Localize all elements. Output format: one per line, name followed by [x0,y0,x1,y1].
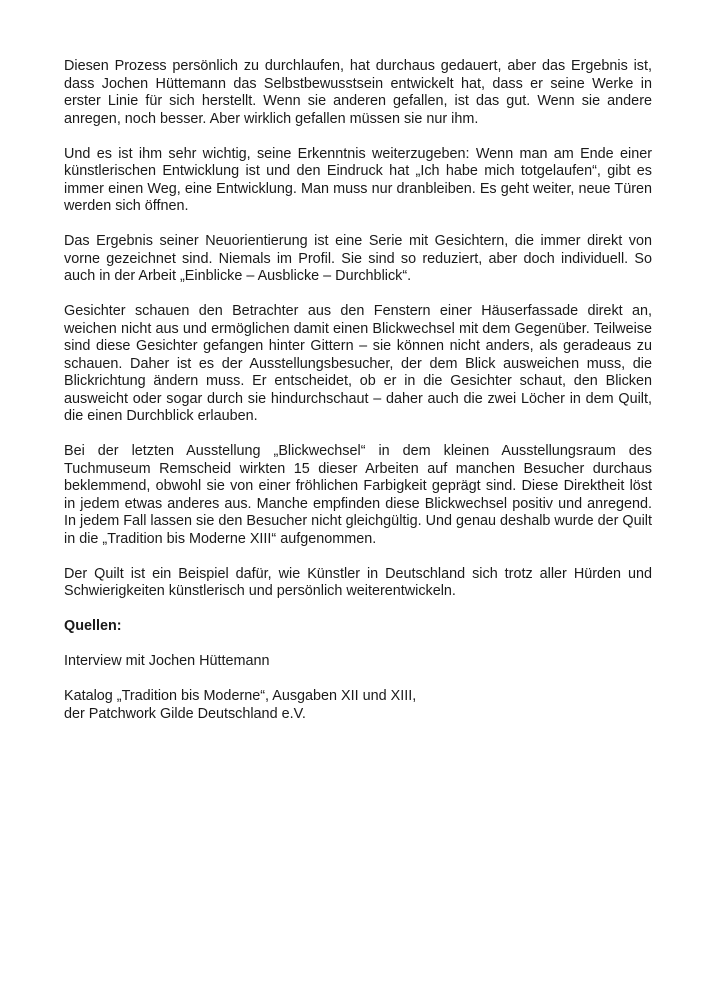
document-body [64,58,652,741]
paragraph: Gesichter schauen den Betrachter aus den Fenstern einer Häuserfassade direkt an, weichen nicht aus und ermöglichen damit einen Blickwechsel mit dem Gegenüber. Teilweise sind diese Gesichter gefangen hinter Gittern – sie können nicht anders, als geradeaus zu schauen. Daher ist es der Ausstellungsbesucher, der dem Blick ausweichen muss, die Blickrichtung ändern muss. Er entscheidet, ob er in die Gesichter schaut, den Blicken ausweicht oder sogar durch sie hindurchschaut – daher auch die zwei Löcher in dem Quilt, die einen Durchblick erlauben. [64,303,652,424]
source-line: Interview mit Jochen Hüttemann [64,653,270,669]
sources-heading: Quellen: [64,618,122,634]
source-entry [64,653,652,671]
source-line: Katalog „Tradition bis Moderne“, Ausgaben XII und XIII, [64,688,417,704]
paragraph: Und es ist ihm sehr wichtig, seine Erkenntnis weiterzugeben: Wenn man am Ende einer künstlerischen Entwicklung ist und den Eindruck hat „Ich habe mich totgelaufen“, gibt es immer einen Weg, eine Entwicklung. Man muss nur dranbleiben. Es geht weiter, neue Türen werden sich öffnen. [64,145,652,214]
paragraph: Bei der letzten Ausstellung „Blickwechsel“ in dem kleinen Ausstellungsraum des Tuchmuseum Remscheid wirkten 15 dieser Arbeiten auf manchen Besucher durchaus beklemmend, obwohl sie von einer fröhlichen Farbigkeit geprägt sind. Diese Direktheit löst in jedem etwas anderes aus. Manche empfinden diese Blickwechsel positiv und anregend. In jedem Fall lassen sie den Besucher nicht gleichgültig. Und genau deshalb wurde der Quilt in die „Tradition bis Moderne XIII“ aufgenommen. [64,443,652,547]
source-entry [64,688,652,723]
source-line: der Patchwork Gilde Deutschland e.V. [64,705,306,722]
paragraph: Diesen Prozess persönlich zu durchlaufen, hat durchaus gedauert, aber das Ergebnis ist, dass Jochen Hüttemann das Selbstbewusstsein entwickelt hat, dass er seine Werke in erster Linie für sich herstellt. Wenn sie anderen gefallen, ist das gut. Wenn sie andere anregen, noch besser. Aber wirklich gefallen müssen sie nur ihm. [64,58,652,127]
paragraph: Das Ergebnis seiner Neuorientierung ist eine Serie mit Gesichtern, die immer direkt von vorne gezeichnet sind. Niemals im Profil. Sie sind so reduziert, aber doch individuell. So auch in der Arbeit „Einblicke – Ausblicke – Durchblick“. [64,233,652,284]
paragraph: Der Quilt ist ein Beispiel dafür, wie Künstler in Deutschland sich trotz aller Hürden und Schwierigkeiten künstlerisch und persönlich weiterentwickeln. [64,565,652,599]
